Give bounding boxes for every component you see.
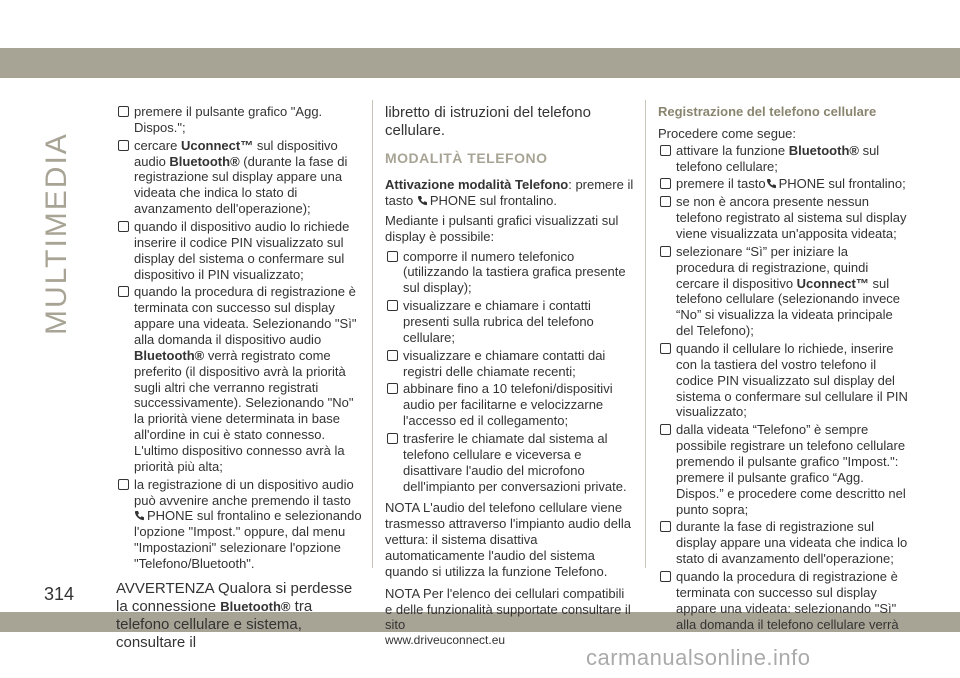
page-number: 314 (44, 584, 75, 604)
checkbox-bullet-icon (660, 178, 671, 189)
phone-icon (766, 178, 777, 189)
procedure-intro: Procedere come segue: (658, 125, 797, 141)
checkbox-bullet-icon (660, 343, 671, 354)
activation-paragraph: Attivazione modalità Telefono: premere il tasto PHONE sul frontalino. (385, 177, 634, 208)
list-item: quando il dispositivo audio lo richiede inserire il codice PIN visualizzato sul display del sistema o confermare sul dispositivo il PIN visualizzato; (116, 219, 362, 282)
list-item: attivare la funzione Bluetooth® sul telefono cellulare; (658, 143, 908, 175)
intro-paragraph: libretto di istruzioni del telefono cellulare. (385, 104, 591, 139)
column-3 (658, 104, 908, 635)
note-paragraph: NOTA L'audio del telefono cellulare viene trasmesso attraverso l'impianto audio della vettura: il sistema disattiva automaticamente l'audio del sistema quando si utilizza la funzione Telefono. (385, 500, 631, 579)
column-divider-1 (372, 100, 373, 568)
list-item: selezionare “Sì” per iniziare la procedura di registrazione, quindi cercare il dispositivo Uconnect™ sul telefono cellulare (selezionando invece “No” si visualizza la videata principale del Telefono); (658, 244, 908, 339)
note-paragraph: NOTA Per l'elenco dei cellulari compatibili e delle funzionalità supportate consultare il sito (385, 585, 631, 633)
checkbox-bullet-icon (118, 286, 129, 297)
list-item: se non è ancora presente nessun telefono registrato al sistema sul display viene visualizzata un'apposita videata; (658, 194, 908, 242)
column-divider-2 (645, 100, 646, 568)
list-item: quando la procedura di registrazione è terminata con successo sul display appare una videata: selezionando "Sì" alla domanda il telefono cellulare verrà (658, 569, 908, 632)
top-stripe (0, 48, 960, 78)
phone-icon (417, 195, 428, 206)
checkbox-bullet-icon (118, 221, 129, 232)
list-item: la registrazione di un dispositivo audio può avvenire anche premendo il tasto PHONE sul frontalino e selezionando l'opzione "Impost." oppure, dal menu "Impostazioni" selezionare l'opzione "Telefono/Bluetooth". (116, 477, 362, 572)
top-band (0, 0, 960, 78)
checkbox-bullet-icon (660, 246, 671, 257)
checkbox-bullet-icon (118, 140, 129, 151)
checkbox-bullet-icon (387, 383, 398, 394)
checkbox-bullet-icon (387, 350, 398, 361)
checkbox-bullet-icon (387, 433, 398, 444)
column-2 (385, 104, 635, 652)
website-link[interactable]: www.driveuconnect.eu (385, 633, 506, 648)
list-item: quando il cellulare lo richiede, inserire con la tastiera del vostro telefono il codice PIN visualizzato sul display del sistema o confermare sul cellulare il PIN visualizzato; (658, 341, 908, 420)
list-item: cercare Uconnect™ sul dispositivo audio Bluetooth® (durante la fase di registrazione sul display appare una videata che indica lo stato di avanzamento dell'operazione); (116, 138, 362, 217)
list-item: abbinare fino a 10 telefoni/dispositivi audio per facilitarne e velocizzarne l'accesso ed il collegamento; (385, 381, 635, 429)
list-item: durante la fase di registrazione sul display appare una videata che indica lo stato di avanzamento dell'operazione; (658, 519, 908, 567)
checkbox-bullet-icon (660, 145, 671, 156)
subsection-heading: Registrazione del telefono cellulare (658, 104, 877, 119)
section-side-label-text: MULTIMEDIA (40, 132, 73, 335)
watermark-text: carmanualsonline.info (586, 645, 811, 670)
phone-icon (134, 510, 145, 521)
column-1 (116, 104, 362, 656)
list-item: quando la procedura di registrazione è terminata con successo sul display appare una videata. Selezionando "Sì" alla domanda il dispositivo audio Bluetooth® verrà registrato come preferito (il dispositivo avrà la priorità sugli altri che verranno registrati successivamente). Selezionando "No" la priorità viene determinata in base all'ordine in cui è stato connesso. L'ultimo dispositivo connesso avrà la priorità più alta; (116, 284, 362, 474)
list-item: premere il pulsante grafico "Agg. Dispos."; (116, 104, 362, 136)
checkbox-bullet-icon (118, 479, 129, 490)
checkbox-bullet-icon (660, 521, 671, 532)
checkbox-bullet-icon (660, 571, 671, 582)
list-item: trasferire le chiamate dal sistema al telefono cellulare e viceversa e disattivare l'audio del microfono dell'impianto per conversazioni private. (385, 431, 635, 494)
section-heading: MODALITÀ TELEFONO (385, 150, 548, 166)
checkbox-bullet-icon (387, 300, 398, 311)
warning-paragraph: AVVERTENZA Qualora si perdesse la connessione Bluetooth® tra telefono cellulare e sistema, consultare il (116, 579, 353, 651)
list-item: visualizzare e chiamare i contatti presenti sulla rubrica del telefono cellulare; (385, 298, 635, 346)
checkbox-bullet-icon (660, 196, 671, 207)
checkbox-bullet-icon (660, 424, 671, 435)
list-item: visualizzare e chiamare contatti dai registri delle chiamate recenti; (385, 348, 635, 380)
list-item: premere il tasto PHONE sul frontalino; (658, 176, 908, 192)
list-item: dalla videata “Telefono” è sempre possibile registrare un telefono cellulare premendo il pulsante grafico "Impost.": premere il pulsante grafico “Agg. Dispos.” e procedere come descritto nel punto sopra; (658, 422, 908, 517)
feature-intro: Mediante i pulsanti grafici visualizzati sul display è possibile: (385, 212, 619, 244)
checkbox-bullet-icon (387, 251, 398, 262)
list-item: comporre il numero telefonico (utilizzando la tastiera grafica presente sul display); (385, 249, 635, 297)
checkbox-bullet-icon (118, 106, 129, 117)
